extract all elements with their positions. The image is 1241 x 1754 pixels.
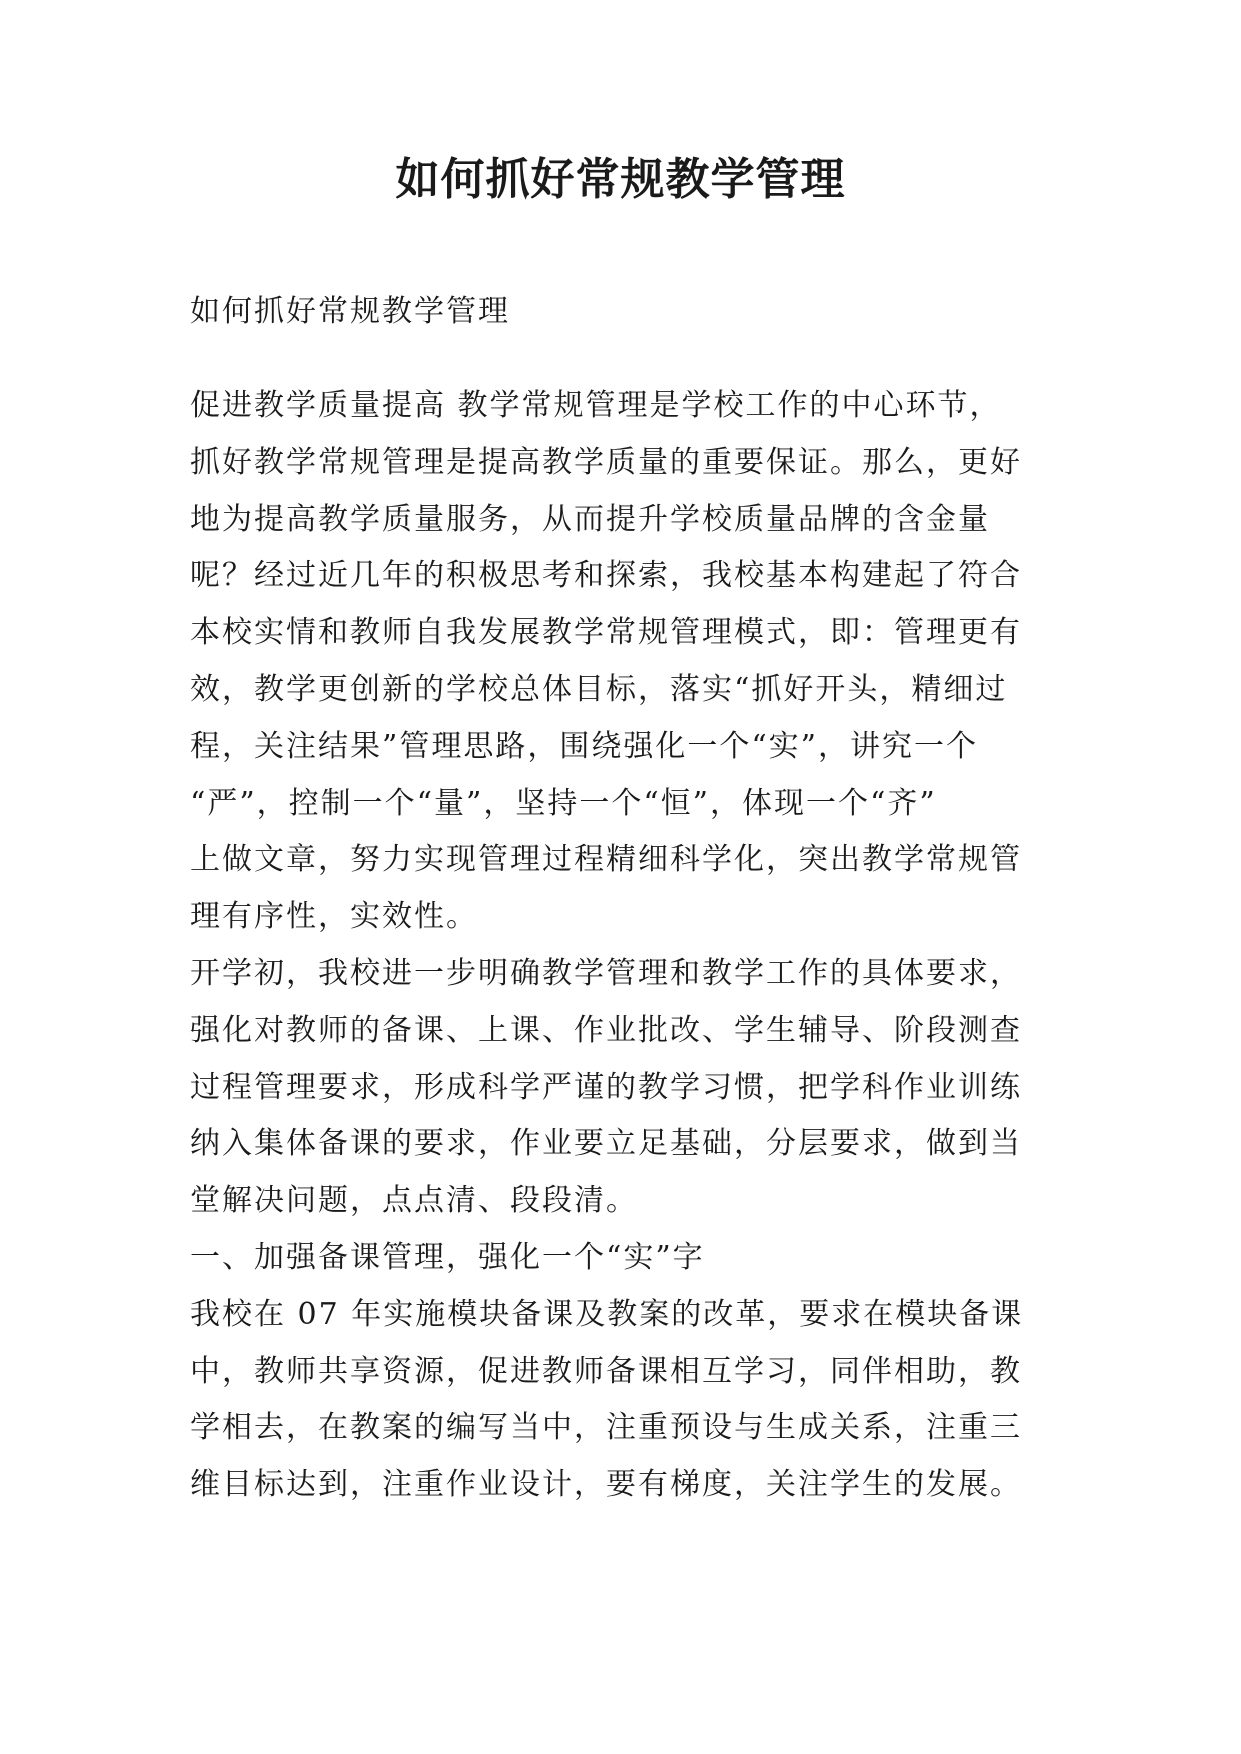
body-line: 中，教师共享资源，促进教师备课相互学习，同伴相助，教 — [190, 1353, 1022, 1389]
body-line: “严”，控制一个“量”，坚持一个“恒”，体现一个“齐” — [190, 785, 937, 821]
body-line: 抓好教学常规管理是提高教学质量的重要保证。那么，更好 — [190, 444, 1022, 480]
body-line: 地为提高教学质量服务，从而提升学校质量品牌的含金量 — [190, 501, 990, 537]
section-heading: 一、加强备课管理，强化一个“实”字 — [190, 1239, 705, 1275]
body-line: 上做文章，努力实现管理过程精细科学化，突出教学常规管 — [190, 842, 1022, 878]
body-line: 本校实情和教师自我发展教学常规管理模式，即：管理更有 — [190, 615, 1022, 651]
document-title: 如何抓好常规教学管理 — [395, 154, 846, 205]
document-body — [190, 378, 1050, 1514]
body-line: 促进教学质量提高 教学常规管理是学校工作的中心环节， — [190, 388, 1002, 423]
body-line: 维目标达到，注重作业设计，要有梯度，关注学生的发展。 — [190, 1467, 1022, 1503]
body-line: 堂解决问题，点点清、段段清。 — [190, 1183, 638, 1219]
body-line: 开学初，我校进一步明确教学管理和教学工作的具体要求， — [190, 955, 1022, 991]
body-line: 纳入集体备课的要求，作业要立足基础，分层要求，做到当 — [190, 1126, 1022, 1162]
body-line: 强化对教师的备课、上课、作业批改、学生辅导、阶段测查 — [190, 1012, 1022, 1048]
body-line: 我校在 07 年实施模块备课及教案的改革，要求在模块备课 — [190, 1296, 1024, 1332]
body-line: 效，教学更创新的学校总体目标，落实“抓好开头，精细过 — [190, 671, 1008, 707]
body-line: 程，关注结果”管理思路，围绕强化一个“实”，讲究一个 — [190, 728, 979, 764]
body-line: 过程管理要求，形成科学严谨的教学习惯，把学科作业训练 — [190, 1069, 1022, 1105]
document-subtitle: 如何抓好常规教学管理 — [190, 294, 510, 329]
body-line: 理有序性，实效性。 — [190, 899, 478, 935]
body-line: 学相去，在教案的编写当中，注重预设与生成关系，注重三 — [190, 1410, 1022, 1446]
body-line: 呢？经过近几年的积极思考和探索，我校基本构建起了符合 — [190, 558, 1022, 594]
